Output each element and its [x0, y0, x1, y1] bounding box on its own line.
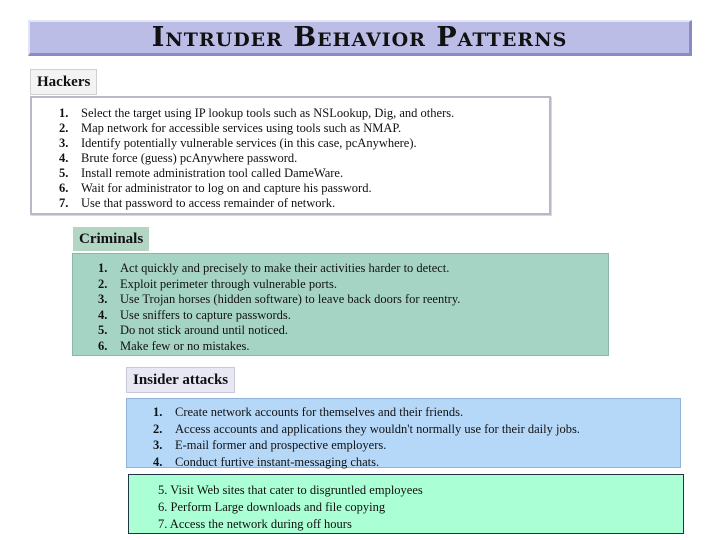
hackers-list [32, 98, 549, 211]
item-number: 3. [59, 136, 69, 150]
item-text: Wait for administrator to log on and capture his password. [81, 181, 372, 195]
hackers-label: Hackers [30, 69, 97, 95]
item-text: Exploit perimeter through vulnerable ports. [120, 276, 337, 291]
item-number: 5. [59, 166, 69, 180]
list-item [59, 196, 549, 211]
list-item [59, 136, 549, 151]
list-item [98, 277, 608, 293]
item-number: 4. [98, 307, 108, 322]
item-text: Access accounts and applications they wouldn't normally use for their daily jobs. [175, 421, 580, 436]
criminals-list [73, 254, 608, 354]
item-number: 6. [59, 181, 69, 195]
item-text: Do not stick around until noticed. [120, 323, 289, 337]
item-text: Map network for accessible services using tools such as NMAP. [81, 121, 402, 135]
insider-attacks-label: Insider attacks [126, 367, 235, 393]
insider-attacks-extra-box [128, 474, 684, 534]
item-text: Act quickly and precisely to make their activities harder to detect. [120, 261, 450, 275]
list-item [98, 339, 608, 355]
item-number: 5. [98, 323, 108, 337]
item-text: Install remote administration tool called DameWare. [81, 166, 344, 180]
list-item [59, 166, 549, 181]
item-number: 1. [153, 405, 163, 419]
insider-attacks-list [127, 399, 680, 470]
item-number: 3. [98, 292, 108, 306]
list-item [98, 308, 608, 324]
item-number: 2. [98, 276, 108, 291]
item-text: Conduct furtive instant-messaging chats. [175, 454, 380, 469]
item-number: 6. [98, 338, 108, 353]
item-number: 3. [153, 438, 163, 452]
item-text: Create network accounts for themselves and their friends. [175, 405, 464, 419]
item-text: Make few or no mistakes. [120, 338, 250, 353]
page-title: Intruder Behavior Patterns [151, 22, 568, 53]
item-number: 1. [59, 106, 69, 120]
criminals-box [72, 253, 609, 356]
list-item [153, 404, 680, 421]
item-number: 1. [98, 261, 108, 275]
list-item [59, 106, 549, 121]
item-number: 4. [59, 151, 69, 165]
list-item [59, 121, 549, 136]
list-item [153, 454, 680, 471]
item-text: Use sniffers to capture passwords. [120, 307, 291, 322]
item-text: Brute force (guess) pcAnywhere password. [81, 151, 298, 165]
list-item [59, 151, 549, 166]
item-text: Use Trojan horses (hidden software) to leave back doors for reentry. [120, 292, 461, 306]
insider-attacks-box [126, 398, 681, 468]
list-item: 6. Perform Large downloads and file copying [158, 500, 386, 514]
list-item [98, 261, 608, 277]
list-item [98, 292, 608, 308]
item-number: 7. [59, 196, 69, 210]
item-number: 4. [153, 454, 163, 469]
list-item [153, 421, 680, 438]
item-number: 2. [153, 421, 163, 436]
hackers-box [30, 96, 551, 215]
item-text: E-mail former and prospective employers. [175, 438, 387, 452]
list-item [153, 437, 680, 454]
list-item [59, 181, 549, 196]
item-text: Identify potentially vulnerable services (in this case, pcAnywhere). [81, 136, 417, 150]
item-text: Use that password to access remainder of network. [81, 196, 336, 210]
list-item: 7. Access the network during off hours [158, 517, 352, 531]
list-item: 5. Visit Web sites that cater to disgruntled employees [158, 483, 423, 497]
criminals-label: Criminals [73, 227, 149, 251]
list-item [98, 323, 608, 339]
item-text: Select the target using IP lookup tools such as NSLookup, Dig, and others. [81, 106, 455, 120]
insider-attacks-extra-list [129, 475, 683, 533]
title-bar [28, 20, 692, 56]
item-number: 2. [59, 121, 69, 135]
